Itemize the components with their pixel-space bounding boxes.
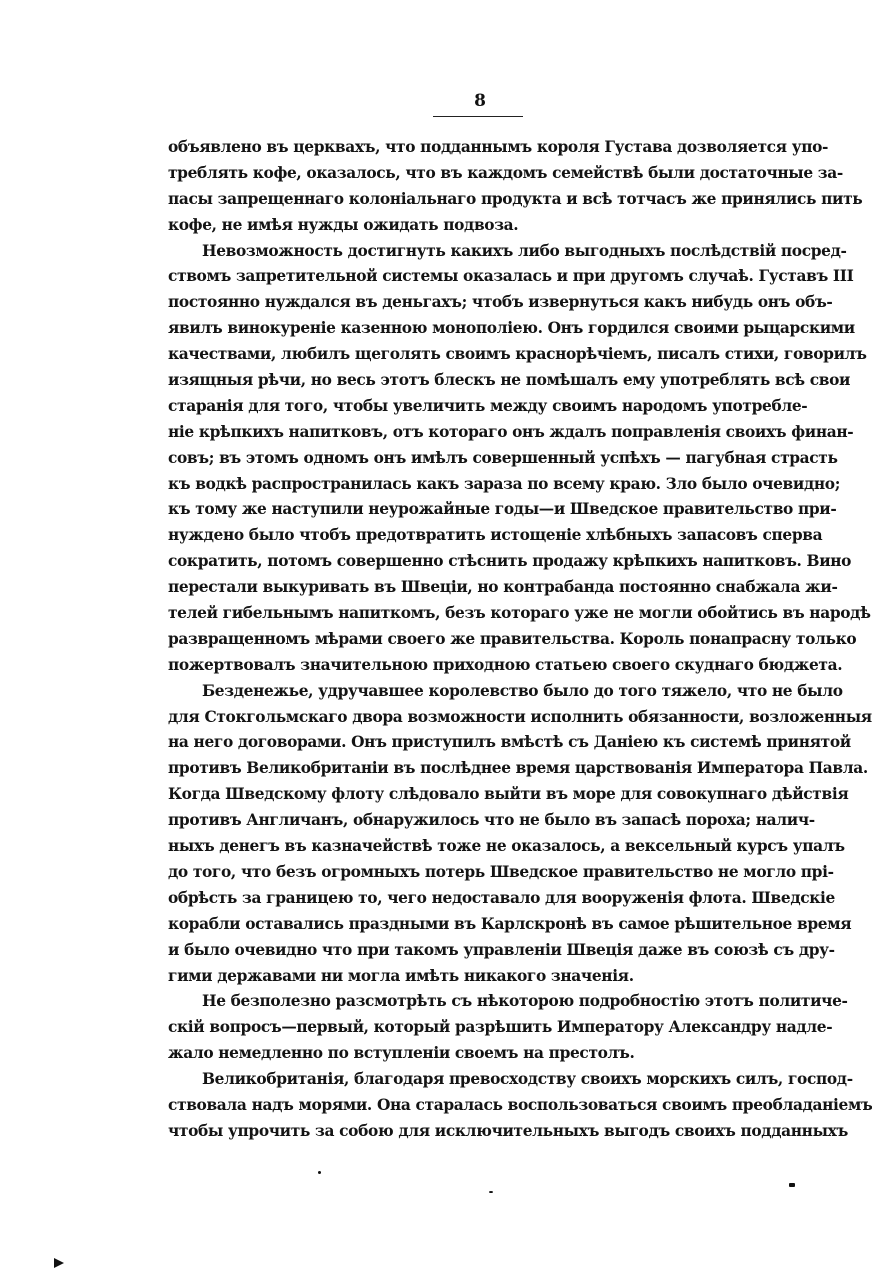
- text-line: Когда Шведскому флоту слѣдовало выйти въ море для совокупнаго дѣйствія: [168, 785, 849, 804]
- text-line: Безденежье, удручавшее королевство было до того тяжело, что не было: [202, 681, 843, 700]
- text-line: къ водкѣ распространилась какъ зараза по всему краю. Зло было очевидно;: [168, 474, 841, 493]
- body-text: [168, 135, 872, 1145]
- text-line: треблять кофе, оказалось, что въ каждомъ семействѣ были достаточные за-: [168, 163, 843, 182]
- text-line: постоянно нуждался въ деньгахъ; чтобъ извернуться какъ нибудь онъ объ-: [168, 293, 833, 312]
- text-line: къ тому же наступили неурожайные годы—и Шведское правительство при-: [168, 500, 837, 519]
- text-line: для Стокгольмскаго двора возможности исполнить обязанности, возложенныя: [168, 707, 872, 726]
- text-line: гими державами ни могла имѣть никакого значенія.: [168, 966, 634, 985]
- text-line: пожертвовалъ значительною приходною статьею своего скуднаго бюджета.: [168, 655, 843, 674]
- text-line: обрѣсть за границею то, чего недоставало для вооруженія флота. Шведскіе: [168, 888, 835, 907]
- text-line: нуждено было чтобъ предотвратить истощеніе хлѣбныхъ запасовъ сперва: [168, 526, 823, 545]
- text-line: кофе, не имѣя нужды ожидать подвоза.: [168, 215, 519, 234]
- text-line: качествами, любилъ щеголять своимъ краснорѣчіемъ, писалъ стихи, говорилъ: [168, 345, 867, 364]
- text-line: скій вопросъ—первый, который разрѣшить Императору Александру надле-: [168, 1018, 833, 1037]
- page-number: 8: [474, 91, 486, 111]
- header-rule: [433, 116, 523, 117]
- text-line: противъ Англичанъ, обнаружилось что не было въ запасѣ пороха; налич-: [168, 811, 815, 830]
- ink-speck: [318, 1171, 321, 1174]
- text-line: объявлено въ церквахъ, что подданнымъ короля Густава дозволяется упо-: [168, 138, 829, 156]
- text-line: пасы запрещеннаго колоніальнаго продукта и всѣ тотчасъ же принялись пить: [168, 189, 863, 208]
- text-line: развращенномъ мѣрами своего же правительства. Король понапрасну только: [168, 629, 857, 648]
- text-line: чтобы упрочить за собою для исключительныхъ выгодъ своихъ подданныхъ: [168, 1121, 848, 1140]
- text-line: противъ Великобританіи въ послѣднее время царствованія Императора Павла.: [168, 759, 868, 778]
- text-line: перестали выкуривать въ Швеціи, но контрабанда постоянно снабжала жи-: [168, 578, 838, 597]
- ink-speck: [789, 1183, 795, 1187]
- text-line: явилъ винокуреніе казенною монополіею. Онъ гордился своими рыцарскими: [168, 319, 855, 338]
- text-line: изящныя рѣчи, но весь этотъ блескъ не помѣшалъ ему употреблять всѣ свои: [168, 371, 851, 390]
- text-line: телей гибельнымъ напиткомъ, безъ котораго уже не могли обойтись въ народѣ: [168, 604, 871, 623]
- text-line: Великобританія, благодаря превосходству своихъ морскихъ силъ, господ-: [202, 1070, 853, 1089]
- text-line: Не безполезно разсмотрѣть съ нѣкоторою подробностію этотъ политиче-: [202, 992, 848, 1011]
- text-line: ныхъ денегъ въ казначействѣ тоже не оказалось, а вексельный курсъ упалъ: [168, 837, 845, 856]
- text-line: совъ; въ этомъ одномъ онъ имѣлъ совершенный успѣхъ — пагубная страсть: [168, 448, 838, 467]
- text-line: корабли оставались праздными въ Карлскронѣ въ самое рѣшительное время: [168, 914, 852, 933]
- text-line: ствомъ запретительной системы оказалась и при другомъ случаѣ. Густавъ III: [168, 267, 854, 286]
- scan-corner-mark: [54, 1258, 64, 1268]
- text-line: и было очевидно что при такомъ управленіи Швеція даже въ союзѣ съ дру-: [168, 940, 835, 959]
- text-line: старанія для того, чтобы увеличить между своимъ народомъ употребле-: [168, 396, 808, 415]
- text-line: сократить, потомъ совершенно стѣснить продажу крѣпкихъ напитковъ. Вино: [168, 552, 852, 571]
- text-line: ствовала надъ морями. Она старалась воспользоваться своимъ преобладаніемъ: [168, 1095, 872, 1114]
- text-line: до того, что безъ огромныхъ потерь Шведское правительство не могло прі-: [168, 862, 834, 881]
- text-line: ніе крѣпкихъ напитковъ, отъ котораго онъ ждалъ поправленія своихъ финан-: [168, 422, 854, 441]
- text-line: жало немедленно по вступленіи своемъ на престолъ.: [168, 1044, 635, 1063]
- text-line: Невозможность достигнуть какихъ либо выгодныхъ послѣдствій посред-: [202, 241, 847, 260]
- text-line: на него договорами. Онъ приступилъ вмѣстѣ съ Даніею къ системѣ принятой: [168, 733, 851, 752]
- ink-speck: [489, 1191, 493, 1193]
